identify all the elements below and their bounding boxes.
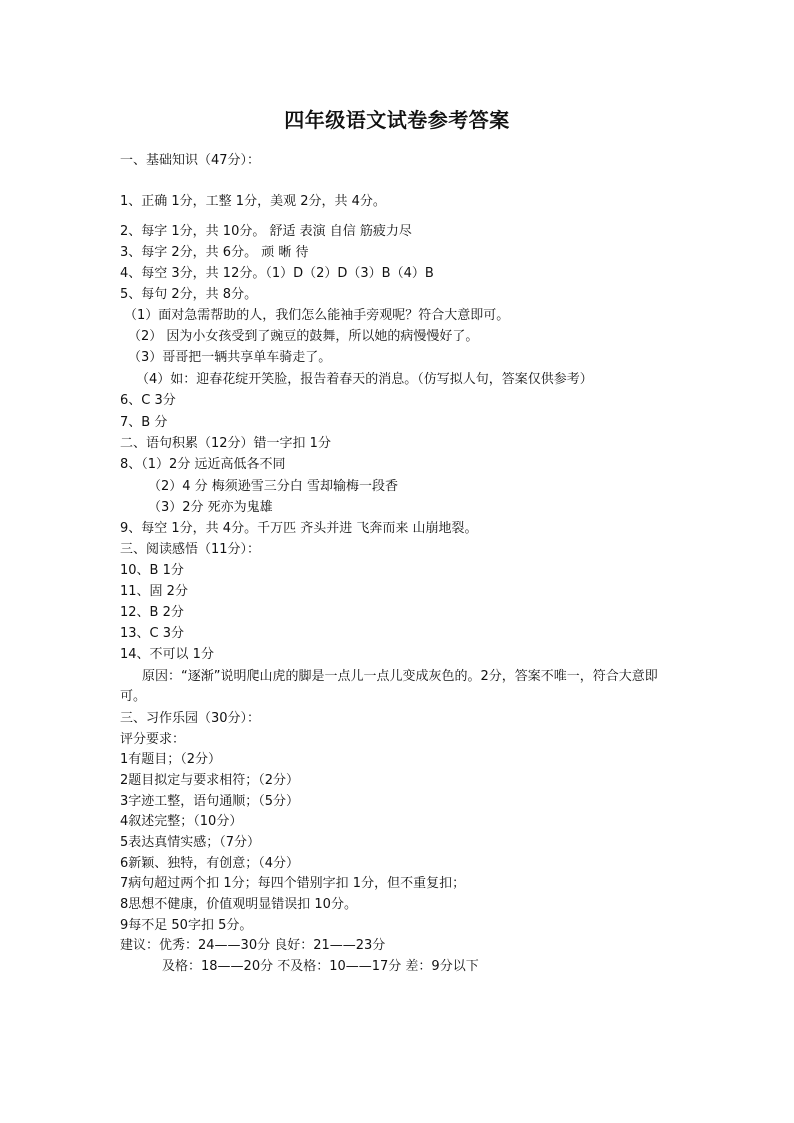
- scoring-item: 6新颖、独特，有创意；（4分）: [120, 856, 300, 871]
- scoring-item: 5表达真情实感；（7分）: [120, 835, 261, 850]
- grade-suggestion-line: 建议：优秀：24——30分 良好：21——23分: [120, 938, 386, 953]
- answer-line: 14、不可以 1分: [120, 647, 214, 662]
- scoring-item: 3字迹工整，语句通顺；（5分）: [120, 794, 300, 809]
- answer-line: 1、正确 1分，工整 1分，美观 2分，共 4分。: [120, 194, 386, 209]
- page-title: 四年级语文试卷参考答案: [284, 108, 510, 132]
- answer-reason-paragraph: 原因：“逐渐”说明爬山虎的脚是一点儿一点儿变成灰色的。2分，答案不唯一，符合大意即可。: [120, 669, 658, 704]
- answer-line: 11、固 2分: [120, 584, 188, 599]
- answer-line: （1）面对急需帮助的人，我们怎么能袖手旁观呢？符合大意即可。: [124, 308, 510, 323]
- answer-line: （3）2分 死亦为鬼雄: [148, 500, 273, 515]
- scoring-item: 7病句超过两个扣 1分；每四个错别字扣 1分，但不重复扣；: [120, 876, 466, 891]
- answer-line: 9、每空 1分，共 4分。千万匹 齐头并进 飞奔而来 山崩地裂。: [120, 521, 478, 536]
- answer-line: 12、B 2分: [120, 605, 184, 620]
- answer-line: 5、每句 2分，共 8分。: [120, 287, 258, 302]
- answer-line: 4、每空 3分，共 12分。（1）D（2）D（3）B（4）B: [120, 266, 434, 281]
- answer-line: （4）如：迎春花绽开笑脸，报告着春天的消息。（仿写拟人句，答案仅供参考）: [136, 372, 593, 387]
- section-heading-writing: 三、习作乐园（30分）：: [120, 711, 261, 726]
- answer-line: （2） 因为小女孩受到了豌豆的鼓舞，所以她的病慢慢好了。: [128, 329, 479, 344]
- answer-line: 6、C 3分: [120, 393, 176, 408]
- answer-line: （3）哥哥把一辆共享单车骑走了。: [128, 350, 332, 365]
- scoring-item: 9每不足 50字扣 5分。: [120, 918, 253, 933]
- answer-line: 13、C 3分: [120, 626, 185, 641]
- answer-line: 2、每字 1分，共 10分。 舒适 表演 自信 筋疲力尽: [120, 224, 412, 239]
- section-heading-basic-knowledge: 一、基础知识（47分）：: [120, 153, 261, 168]
- grade-suggestion-line: 及格：18——20分 不及格：10——17分 差：9分以下: [162, 959, 479, 974]
- scoring-item: 2题目拟定与要求相符；（2分）: [120, 773, 300, 788]
- answer-line: 10、B 1分: [120, 563, 184, 578]
- scoring-item: 8思想不健康，价值观明显错误扣 10分。: [120, 897, 357, 912]
- section-heading-reading: 三、阅读感悟（11分）：: [120, 542, 261, 557]
- answer-line: 8、（1）2分 远近高低各不同: [120, 457, 286, 472]
- answer-line: 3、每字 2分，共 6分。 顽 晰 待: [120, 245, 309, 260]
- scoring-requirements-label: 评分要求：: [120, 732, 186, 747]
- section-heading-sentence-accumulation: 二、语句积累（12分）错一字扣 1分: [120, 436, 331, 451]
- scoring-item: 4叙述完整；（10分）: [120, 814, 243, 829]
- answer-line: 7、B 分: [120, 415, 168, 430]
- answer-line: （2）4 分 梅须逊雪三分白 雪却输梅一段香: [148, 479, 398, 494]
- scoring-item: 1有题目；（2分）: [120, 752, 222, 767]
